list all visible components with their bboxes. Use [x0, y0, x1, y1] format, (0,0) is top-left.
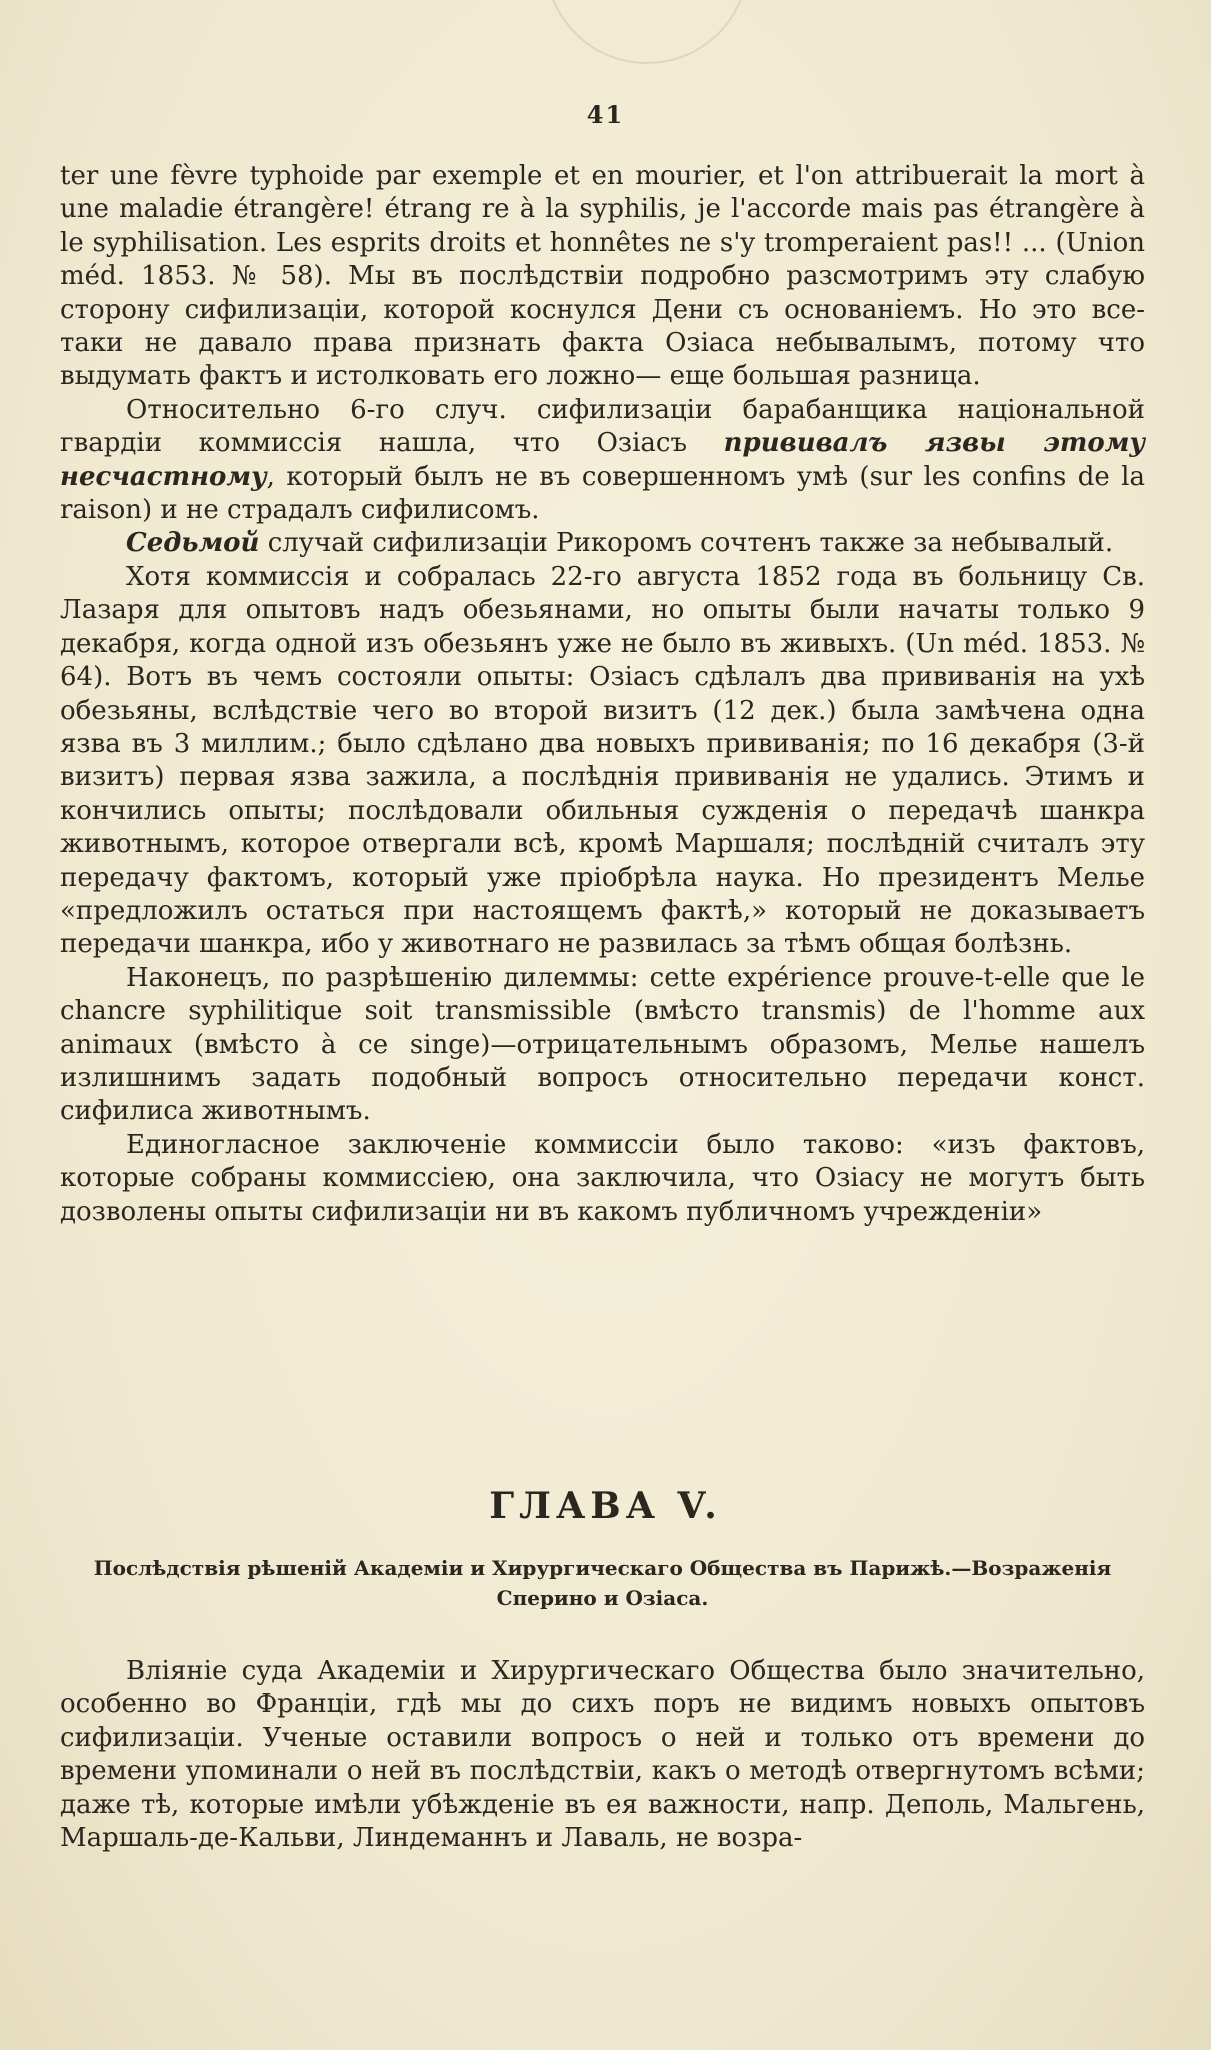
paragraph-1: ter une fèvre typhoide par exemple et en mourier, et l'on attribuerait la mort à une maladie étrangère! étrang re à la syphilis, je l'accorde mais pas étrangère à le syphilisation. Les esprits droits et honnêtes ne s'y tromperaient pas!! ... (Union méd. 1853. № 58). Мы въ послѣдствіи подробно разсмотримъ эту слабую сторону сифилизаціи, которой коснулся Дени съ основаніемъ. Но это все-таки не давало права признать факта Озіаса небывалымъ, потому что выдумать фактъ и истолковать его ложно— еще большая разница.: [60, 161, 1145, 392]
page-number: 41: [586, 100, 625, 129]
paragraph-4: Хотя коммиссія и собралась 22-го августа 1852 года въ больницу Св. Лазаря для опытовъ надъ обезьянами, но опыты были начаты только 9 декабря, когда одной изъ обезьянъ уже не было въ живыхъ. (Un méd. 1853. № 64). Вотъ въ чемъ состояли опыты: Озіасъ сдѣлалъ два прививанія на ухѣ обезьяны, вслѣдствіе чего во второй визитъ (12 дек.) была замѣчена одна язва въ 3 миллим.; было сдѣлано два новыхъ прививанія; по 16 декабря (3-й визитъ) первая язва зажила, а послѣднія прививанія не удались. Этимъ и кончились опыты; послѣдовали обильныя сужденія о передачѣ шанкра животнымъ, которое отвергали всѣ, кромѣ Маршаля; послѣдній считалъ эту передачу фактомъ, который уже пріобрѣла наука. Но президентъ Мелье «предложилъ остаться при настоящемъ фактѣ,» который не доказываетъ передачи шанкра, ибо у животнаго не развилась за тѣмъ общая болѣзнь.: [60, 561, 1145, 960]
paragraph-3: [60, 527, 1145, 560]
text-block-top: [60, 160, 1145, 1229]
chapter-subtitle: Послѣдствія рѣшеній Академіи и Хирургическаго Общества въ Парижѣ.—Возраженія Сперино и Озіаса.: [93, 1556, 1112, 1610]
paragraph-2: [60, 394, 1145, 528]
library-stamp-mark: [545, 0, 749, 64]
paragraph-3-emphasis: Седьмой: [126, 528, 260, 559]
paragraph-7: Вліяніе суда Академіи и Хирургическаго Общества было значительно, особенно во Франціи, гдѣ мы до сихъ поръ не видимъ новыхъ опытовъ сифилизаціи. Ученые оставили вопросъ о ней и только отъ времени до времени упоминали о ней въ послѣдствіи, какъ о методѣ отвергнутомъ всѣми; даже тѣ, которые имѣли убѣжденіе въ ея важности, напр. Деполь, Мальгень, Маршаль-де-Кальви, Линдеманнъ и Лаваль, не возра-: [60, 1656, 1145, 1854]
paragraph-2-text-a: Относительно 6-го случ. сифилизаціи барабанщика національной гвардіи коммиссія нашла, что Озіасъ: [60, 394, 1145, 459]
text-block-bottom: [60, 1655, 1145, 1855]
paragraph-5: Наконецъ, по разрѣшенію дилеммы: cette expérience prouve-t-elle que le chancre syphilitique soit transmissible (вмѣсто transmis) de l'homme aux animaux (вмѣсто à ce singe)—отрицательнымъ образомъ, Мелье нашелъ излишнимъ задать подобный вопросъ относительно передачи конст. сифилиса животнымъ.: [60, 962, 1145, 1127]
chapter-heading: ГЛАВА V.: [489, 1485, 722, 1527]
paragraph-2-emphasis: прививалъ язвы этому несчастному: [60, 428, 1145, 492]
paragraph-6: Единогласное заключеніе коммиссіи было таково: «изъ фактовъ, которые собраны коммиссіею, она заключила, что Озіасу не могутъ быть дозволены опыты сифилизаціи ни въ какомъ публичномъ учрежденіи»: [60, 1129, 1145, 1227]
paragraph-3-text: случай сифилизаціи Рикоромъ сочтенъ также за небывалый.: [259, 528, 1114, 559]
paragraph-2-text-b: , который былъ не въ совершенномъ умѣ (sur les confins de la raison) и не страдалъ сифилисомъ.: [60, 461, 1145, 526]
